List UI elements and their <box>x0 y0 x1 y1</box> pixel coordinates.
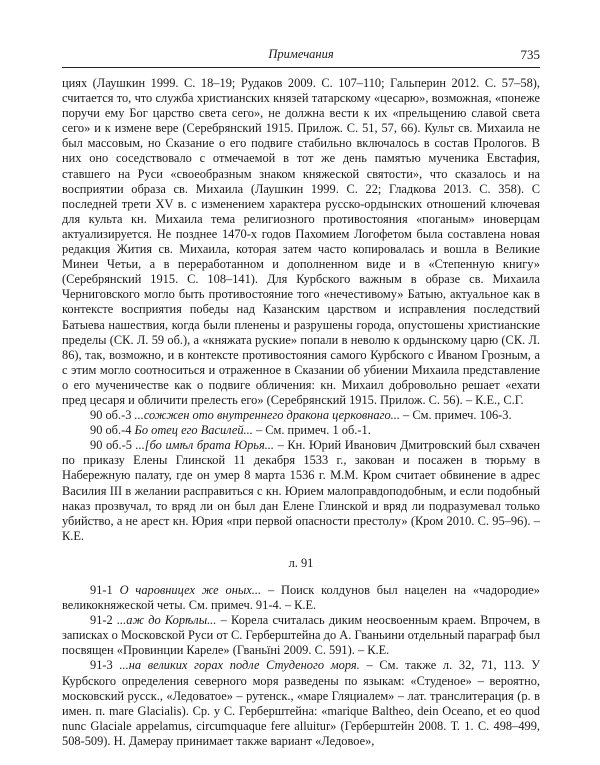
note-text: – Кн. Юрий Иванович Дмитровский был схвачен по приказу Елены Глинской 11 декабря 1533 г., закован и посажен в тюрьму в Набережную палату, где он умер 8 марта 1536 г. М.М. Кром считает обвинение в адрес Василия III в желании расправиться с кн. Юрием малоправдоподобным, и если подобный наказ прозвучал, то вряд ли он был дан Елене Глинской и вряд ли подразумевал только убийство, а не арест кн. Юрия «при первой опасности престолу» (Кром 2010. С. 95–96). – К.Е. <box>62 438 540 543</box>
note-text: – Корела считалась диким неосвоенным краем. Впрочем, в записках о Московской Руси от С. Герберштейна до А. Гваньини отдельный параграф был посвящен «Провинции Кареле» (Гваньїні 2009. С. 591). – К.Е. <box>62 613 540 658</box>
note-lemma: ...аж до Корѣлы... <box>116 613 217 628</box>
note-lemma: ...сожжен ото внутреннего дракона церковнаго... <box>134 408 400 423</box>
note-ref: 90 об.-3 <box>90 408 132 423</box>
page-header <box>62 45 540 65</box>
note-ref: 91-2 <box>90 613 113 628</box>
paragraph-continued: циях (Лаушкин 1999. С. 18–19; Рудаков 2009. С. 107–110; Гальперин 2012. С. 57–58), считается то, что служба христианских князей татарскому «цесарю», возможная, «понеже поручи ему Бог царство света сего», не должна вести к их «прельщению славой света сего» и к измене вере (Серебрянский 1915. Прилож. С. 51, 57, 66). Культ св. Михаила не был массовым, но Сказание о его подвиге стабильно включалось в состав Прологов. В них оно соседствовало с отмечаемой в тот же день памятью мученика Евстафия, ставшего на Руси «своеобразным знаком княжеской святости», что сказалось и на восприятии образа св. Михаила (Лаушкин 1999. С. 22; Гладкова 2013. С. 358). С последней трети XV в. с изменением характера русско-ордынских отношений ключевая для культа кн. Михаила тема религиозного противостояния «поганым» иноверцам актуализируется. Не позднее 1470-х годов Пахомием Логофетом была составлена новая редакция Жития св. Михаила, которая затем часто копировалась и вошла в Великие Минеи Четьи, а в переработанном и дополненном виде и в «Степенную книгу» (Серебрянский 1915. С. 108–141). Для Курбского важным в образе св. Михаила Черниговского могло быть противостояние того «нечестивому» Батыю, актуальное как в контексте восприятия победы над Казанским царством и исправления последствий Батыева нашествия, когда были пленены и разрушены города, опустошены христианские пределы (СК. Л. 59 об.), а «княжата рускиe» попали в неволю к ордынскому царю (СК. Л. 86), так, возможно, и в контексте противостояния самого Курбского с Иваном Грозным, а с этим могло соотноситься и отраженное в Сказании об убиении Михаила представление о его мученичестве как о подвиге обличения: кн. Михаил добровольно решает «ехати пред цесаря и обличити прелесть его» (Серебрянский 1915. Прилож. С. 56). – К.Е., С.Г. <box>62 76 540 407</box>
page-number: 735 <box>520 47 540 62</box>
note-text: – Поиск колдунов был нацелен на «чадородие» великокняжеской четы. См. примеч. 91-4. – К.Е. <box>62 583 541 613</box>
note-90ob-5 <box>62 438 540 544</box>
note-91-1 <box>62 583 540 613</box>
section-gap <box>62 571 540 583</box>
note-lemma: ...на великих горах подле Студеного моря. <box>119 658 360 673</box>
note-text: – См. также л. 32, 71, 113. У Курбского определения северного моря разведены по языкам: «Студеное» – вероятно, московский русск., «Ледоватое» – рутенск., «маре Гляциалем» – лат. транслитерация (р. в имен. п. mare Glacialis). Ср. у С. Герберштейна: «marique Baltheo, dein Oceano, et eo quod nunc Glaciale appelamus, circumquaque fere alluitur» (Герберштейн 2008. Т. 1. С. 498–499, 508-509). Н. Дамерау принимает также вариант «Ледовое», <box>62 658 541 748</box>
section-gap <box>62 544 540 556</box>
body-text <box>62 76 540 749</box>
note-91-3 <box>62 658 540 749</box>
note-ref: 91-1 <box>90 583 113 597</box>
note-lemma: Бо отец его Василей... <box>134 423 253 438</box>
note-lemma: ...[бо имѣл брата Юрья... <box>135 438 274 453</box>
section-title: л. 91 <box>288 555 314 570</box>
note-text: – См. примеч. 1 об.-1. <box>255 423 371 438</box>
note-ref: 91-3 <box>90 658 113 673</box>
running-head: Примечания <box>268 47 334 61</box>
note-90ob-3 <box>62 408 540 423</box>
note-90ob-4 <box>62 423 540 438</box>
note-ref: 90 об.-4 <box>90 423 132 438</box>
header-rule <box>62 67 540 68</box>
note-text: – См. примеч. 106-3. <box>403 408 512 423</box>
note-91-2 <box>62 613 540 658</box>
note-lemma: О чаровницех же оных... <box>119 583 262 597</box>
note-ref: 90 об.-5 <box>90 438 132 453</box>
